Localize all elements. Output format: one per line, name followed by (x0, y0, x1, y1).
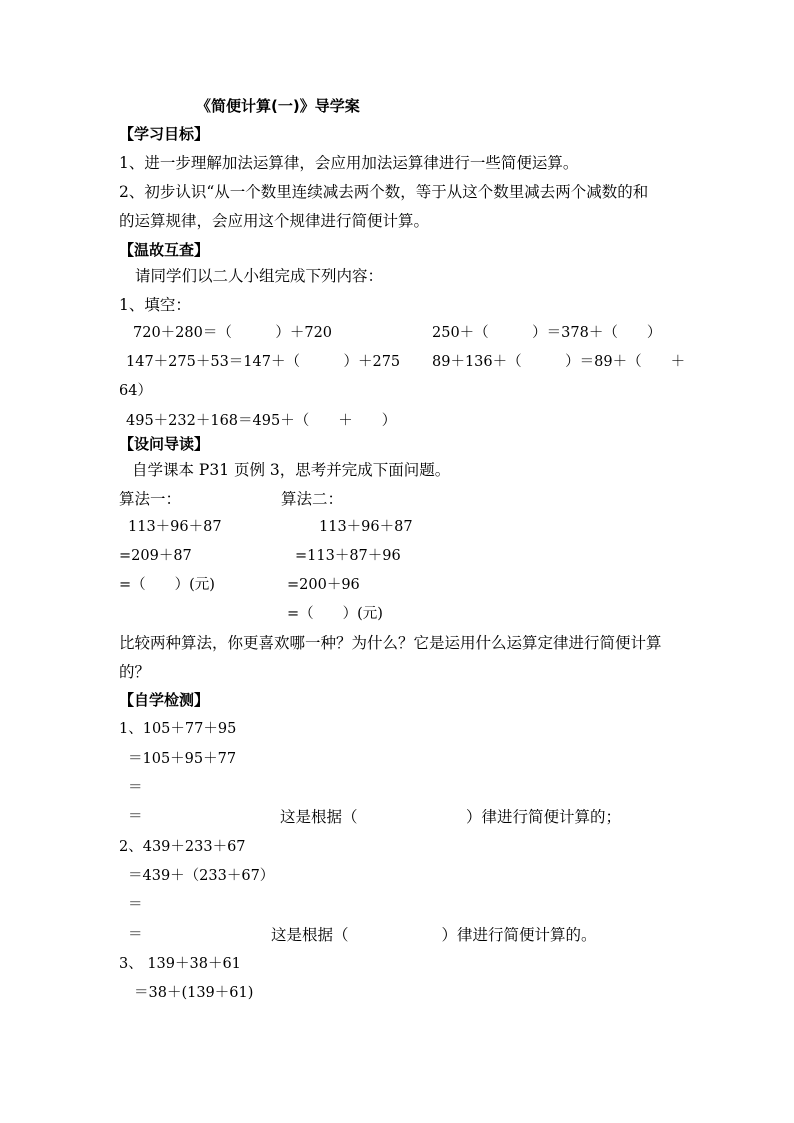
problem2-line4: ＝ (128, 927, 143, 943)
fill-blank-row1-right: 250＋（ ）＝378＋（ ） (432, 325, 662, 341)
method1-line2: =209＋87 (119, 548, 192, 564)
review-intro: 请同学们以二人小组完成下列内容： (135, 267, 384, 285)
page-title: 《简便计算(一)》导学案 (196, 97, 360, 115)
problem2-line3: ＝ (128, 897, 143, 913)
problem2-line1: 2、439＋233＋67 (119, 839, 246, 855)
method2-line1: 113＋96＋87 (319, 519, 413, 535)
method1-line1: 113＋96＋87 (128, 519, 222, 535)
fill-blank-row1-left: 720＋280＝（ ）＋720 (133, 325, 333, 341)
section-heading-objectives: 【学习目标】 (119, 125, 210, 143)
objective-1: 1、进一步理解加法运算律，会应用加法运算律进行一些简便运算。 (119, 154, 579, 172)
problem2-reason: 这是根据（ ）律进行简便计算的。 (271, 926, 597, 944)
problem1-line2: ＝105＋95＋77 (128, 751, 237, 767)
guide-question-continued: 的？ (119, 663, 151, 681)
problem1-reason: 这是根据（ ）律进行简便计算的； (280, 808, 622, 826)
fill-blank-row2-left: 147＋275＋53＝147＋（ ）＋275 (126, 354, 401, 370)
method1-line3: =（ ）(元) (119, 577, 215, 593)
method2-line3: =200＋96 (287, 577, 360, 593)
problem3-line2: ＝38＋(139＋61) (134, 985, 254, 1001)
problem1-line1: 1、105＋77＋95 (119, 721, 237, 737)
problem2-line2: ＝439＋（233＋67） (128, 868, 275, 884)
problem1-line4: ＝ (128, 809, 143, 825)
method1-label: 算法一： (119, 490, 182, 508)
objective-2: 2、初步认识“从一个数里连续减去两个数，等于从这个数里减去两个减数的和 (119, 183, 649, 201)
guide-question: 比较两种算法，你更喜欢哪一种？为什么？它是运用什么运算定律进行简便计算 (119, 634, 662, 652)
fill-blank-row2-right: 89＋136＋（ ）＝89＋（ ＋ (432, 354, 686, 370)
problem3-line1: 3、 139＋38＋61 (119, 956, 241, 972)
problem1-line3: ＝ (128, 780, 143, 796)
section-heading-review: 【温故互查】 (119, 241, 210, 259)
fill-blank-row2-continued: 64） (119, 383, 152, 399)
method2-line4: =（ ）(元) (287, 606, 383, 622)
fill-blank-label: 1、填空： (119, 296, 191, 314)
fill-blank-row3: 495＋232＋168＝495＋（ ＋ ） (126, 413, 397, 429)
guide-intro: 自学课本 P31 页例 3，思考并完成下面问题。 (132, 461, 451, 479)
objective-2-continued: 的运算规律，会应用这个规律进行简便计算。 (119, 212, 430, 230)
section-heading-guide: 【设问导读】 (119, 435, 210, 453)
section-heading-selftest: 【自学检测】 (119, 691, 210, 709)
method2-label: 算法二： (281, 490, 344, 508)
method2-line2: =113＋87＋96 (295, 548, 401, 564)
